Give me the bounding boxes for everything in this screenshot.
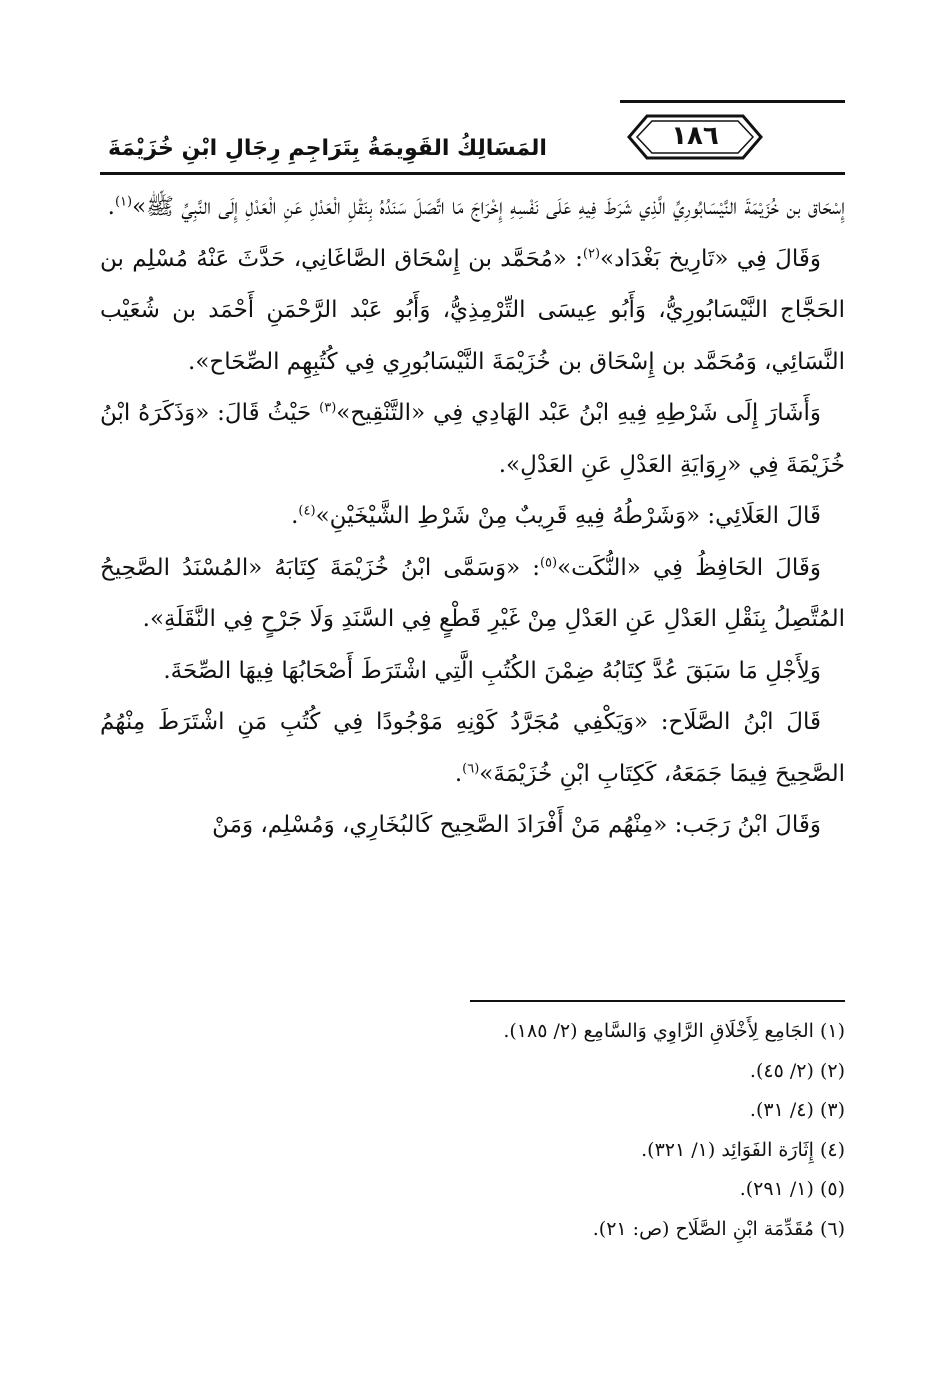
footnote-ref: (٤) xyxy=(298,503,316,519)
paragraph: قَالَ العَلَائِي: «وَشَرْطُهُ فِيهِ قَرِيبٌ مِنْ شَرْطِ الشَّيْخَيْنِ»$^{(٤)}$. xyxy=(291,503,821,529)
page-number: ١٨٦ xyxy=(671,121,719,151)
main-text xyxy=(100,182,845,852)
paragraph: وَلِأَجْلِ مَا سَبَقَ عُدَّ كِتَابُهُ ضِمْنَ الكُتُبِ الَّتِي اشْتَرَطَ أَصْحَابُهَا فِيهَا الصِّحَةَ. xyxy=(163,657,821,684)
paragraph: قَالَ ابْنُ الصَّلَاح: «وَيَكْفِي مُجَرَّدُ كَوْنِهِ مَوْجُودًا فِي كُتُبِ مَنِ اشْتَرَطَ مِنْهُمُ الصَّحِيحَ فِيمَا جَمَعَهُ، كَكِتَابِ ابْنِ خُزَيْمَةَ»$^{(٦)}$. xyxy=(100,709,845,787)
running-title: المَسَالِكُ القَوِيمَةُ بِتَرَاجِمِ رِجَالِ ابْنِ خُزَيْمَةَ xyxy=(108,136,547,161)
page-header xyxy=(100,90,845,180)
paragraph: إِسْحَاق بن خُزَيْمَةَ النَّيْسَابُورِيِّ الَّذِي شَرَطَ فِيهِ عَلَى نَفْسِهِ إِخْرَاجَ مَا اتَّصَلَ سَنَدُهُ بِنَقْلِ الْعَدْلِ عَنِ الْعَدْلِ إِلَى النَّبِيِّ ﷺ»$^{(١)}$. xyxy=(107,194,845,220)
footnote: (١) الجَامِع لِأَخْلَاقِ الرَّاوِي وَالسَّامِع (٢/ ١٨٥). xyxy=(503,1020,845,1042)
footnotes xyxy=(300,1012,845,1249)
footnote-ref: (٥) xyxy=(539,554,558,570)
paragraph: وَأَشَارَ إِلَى شَرْطِهِ فِيهِ ابْنُ عَبْد الهَادِي فِي «التَّنْقِيح»$^{(٣)}$ حَيْثُ قَالَ: «وَذَكَرَهُ ابْنُ خُزَيْمَةَ فِي «رِوَايَةِ العَدْلِ عَنِ العَدْلِ». xyxy=(100,400,845,478)
header-top-rule xyxy=(620,100,845,103)
paragraph: وَقَالَ فِي «تَارِيخ بَغْدَاد»$^{(٢)}$: «مُحَمَّد بن إِسْحَاق الصَّاغَانِي، حَدَّثَ عَنْهُ مُسْلِم بن الحَجَّاج النَّيْسَابُورِيُّ، وَأَبُو عِيسَى التِّرْمِذِيُّ، وَأَبُو عَبْد الرَّحْمَنِ أَحْمَد بن شُعَيْب النَّسَائِي، وَمُحَمَّد بن إِسْحَاق بن خُزَيْمَةَ النَّيْسَابُورِي فِي كُتُبِهِم الصِّحَاح». xyxy=(100,245,845,375)
page-number-frame xyxy=(625,110,765,164)
footnote: (٥) (١/ ٢٩١). xyxy=(739,1178,845,1200)
header-bottom-rule xyxy=(100,172,845,175)
paragraph: وَقَالَ الحَافِظُ فِي «النُّكَت»$^{(٥)}$: «وَسَمَّى ابْنُ خُزَيْمَةَ كِتَابَهُ «المُسْنَدُ الصَّحِيحُ المُتَّصِلُ بِنَقْلِ العَدْلِ عَنِ العَدْلِ مِنْ غَيْرِ قَطْعٍ فِي السَّنَدِ وَلَا جَرْحٍ فِي النَّقَلَةِ». xyxy=(100,554,845,632)
paragraph: وَقَالَ ابْنُ رَجَب: «مِنْهُم مَنْ أَفْرَادَ الصَّحِيح كَالبُخَارِي، وَمُسْلِم، وَمَنْ xyxy=(212,812,821,838)
footnote-ref: (٦) xyxy=(462,760,480,776)
footnote: (٤) إِثَارَة الفَوَائِد (١/ ٣٢١). xyxy=(641,1138,845,1161)
footnote-ref: (٣) xyxy=(319,400,337,416)
footnote: (٦) مُقَدِّمَة ابْنِ الصَّلَاح (ص: ٢١). xyxy=(592,1217,845,1240)
footnote-ref: (١) xyxy=(114,194,133,210)
footnote: (٣) (٤/ ٣١). xyxy=(749,1099,845,1121)
footnote-ref: (٢) xyxy=(582,245,601,261)
footnote-separator xyxy=(470,1000,845,1002)
footnote: (٢) (٢/ ٤٥). xyxy=(749,1059,845,1082)
